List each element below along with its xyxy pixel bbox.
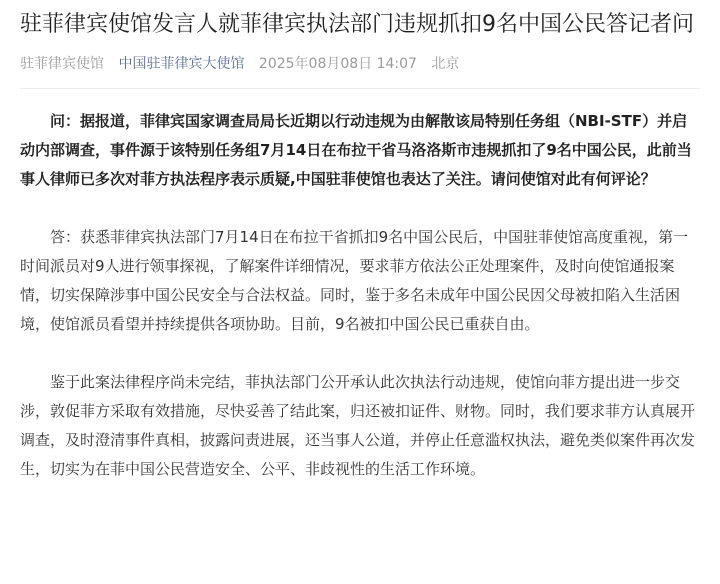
account-link[interactable]: 中国驻菲律宾大使馆 [118, 56, 245, 72]
answer-paragraph-continued: 鉴于此案法律程序尚未完结，菲执法部门公开承认此次执法行动违规，使馆向菲方提出进一步交涉，敦促菲方采取有效措施，尽快妥善了结此案，归还被扣证件、财物。同时，我们要求菲方认真展开调查，及时澄清事件真相，披露问责进展，还当事人公道，并停止任意滥权执法，避免类似案件再次发生，切实为在菲中国公民营造安全、公平、非歧视性的生活工作环境。 [20, 373, 696, 478]
paragraph-gap [20, 194, 700, 223]
article-source: 驻菲律宾使馆 [20, 56, 104, 72]
publish-datetime: 2025年08月08日 14:07 [258, 56, 417, 72]
publish-location: 北京 [431, 56, 460, 72]
article-meta [20, 54, 700, 74]
question-paragraph: 问：据报道，菲律宾国家调查局局长近期以行动违规为由解散该局特别任务组（NBI-STF）并启动内部调查，事件源于该特别任务组7月14日在布拉干省马洛洛斯市违规抓扣了9名中国公民，此前当事人律师已多次对菲方执法程序表示质疑,中国驻菲使馆也表达了关注。请问使馆对此有何评论？ [20, 112, 692, 188]
paragraph-gap [20, 339, 700, 368]
divider [20, 88, 700, 89]
answer-paragraph: 答：获悉菲律宾执法部门7月14日在布拉干省抓扣9名中国公民后，中国驻菲使馆高度重视，第一时间派员对9人进行领事探视，了解案件详细情况，要求菲方依法公正处理案件，及时向使馆通报案情，切实保障涉事中国公民安全与合法权益。同时，鉴于多名未成年中国公民因父母被扣陷入生活困境，使馆派员看望并持续提供各项协助。目前，9名被扣中国公民已重获自由。 [20, 228, 689, 333]
article-title: 驻菲律宾使馆发言人就菲律宾执法部门违规抓扣9名中国公民答记者问 [20, 12, 694, 37]
